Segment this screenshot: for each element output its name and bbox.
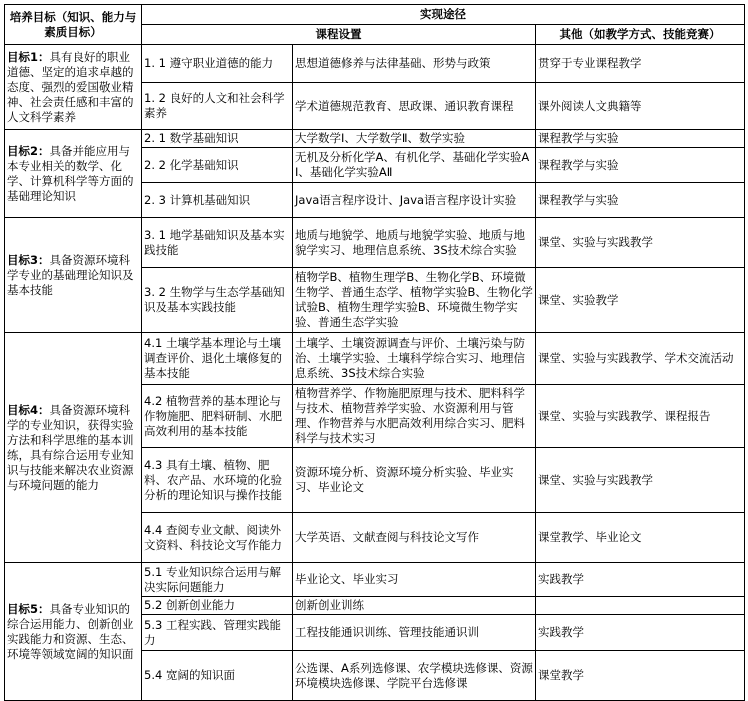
sub-goal: 5.3 工程实践、管理实践能力 xyxy=(142,615,293,651)
header-goal: 培养目标（知识、能力与素质目标） xyxy=(5,5,142,45)
sub-goal: 4.4 查阅专业文献、阅读外文资料、科技论文写作能力 xyxy=(142,513,293,563)
other-cell: 课堂、实验与实践教学、课程报告 xyxy=(536,385,745,448)
course-cell: 学术道德规范教育、思政课、通识教育课程 xyxy=(293,83,536,130)
other-cell: 课堂、实验与实践教学、学术交流活动 xyxy=(536,333,745,385)
goal-text: 具有良好的职业道德、坚定的追求卓越的态度、强烈的爱国敬业精神、社会责任感和丰富的人文科学素养 xyxy=(7,49,134,124)
sub-goal: 3. 2 生物学与生态学基础知识及基本实践技能 xyxy=(142,268,293,333)
goal-text: 具备并能应用与本专业相关的数学、化学、计算机科学等方面的基础理论知识 xyxy=(7,143,134,203)
course-cell: 植物学B、植物生理学B、生物化学B、环境微生物学、普通生态学、植物学实验B、生物化学试验B、植物生理学实验B、环境微生物学实验、普通生态学实验 xyxy=(293,268,536,333)
goal-label: 目标3： xyxy=(7,252,50,267)
goal-label: 目标5： xyxy=(7,601,50,616)
other-cell: 课堂、实验教学 xyxy=(536,268,745,333)
course-cell: 无机及分析化学A、有机化学、基础化学实验AⅠ、基础化学实验AⅡ xyxy=(293,148,536,183)
sub-goal: 2. 1 数学基础知识 xyxy=(142,130,293,148)
table-row xyxy=(5,130,745,148)
other-cell: 实践教学 xyxy=(536,563,745,597)
sub-goal: 4.2 植物营养的基本理论与作物施肥、肥料研制、水肥高效利用的基本技能 xyxy=(142,385,293,448)
sub-goal: 2. 3 计算机基础知识 xyxy=(142,183,293,218)
other-cell: 课堂、实验与实践教学 xyxy=(536,218,745,268)
sub-goal: 5.2 创新创业能力 xyxy=(142,597,293,615)
goal-text: 具备资源环境科学专业的基础理论知识及基本技能 xyxy=(7,252,134,297)
header-course: 课程设置 xyxy=(142,25,536,45)
sub-goal: 4.3 具有土壤、植物、肥料、农产品、水环境的化验分析的理论知识与操作技能 xyxy=(142,448,293,513)
course-cell: 地质与地貌学、地质与地貌学实验、地质与地貌学实习、地理信息系统、3S技术综合实验 xyxy=(293,218,536,268)
course-cell: 思想道德修养与法律基础、形势与政策 xyxy=(293,45,536,83)
goal-cell xyxy=(5,218,142,333)
table-row xyxy=(5,218,745,268)
goal-text: 具备专业知识的综合运用能力、创新创业实践能力和资源、生态、环境等领域宽阔的知识面 xyxy=(7,601,134,661)
goal-cell xyxy=(5,563,142,701)
course-cell: 创新创业训练 xyxy=(293,597,536,615)
other-cell: 课堂、实验与实践教学 xyxy=(536,448,745,513)
sub-goal: 3. 1 地学基础知识及基本实践技能 xyxy=(142,218,293,268)
header-path: 实现途径 xyxy=(142,5,745,25)
other-cell xyxy=(536,597,745,615)
goal-cell xyxy=(5,333,142,563)
other-cell: 课程教学与实验 xyxy=(536,183,745,218)
other-cell: 课堂教学、毕业论文 xyxy=(536,513,745,563)
other-cell: 课堂教学 xyxy=(536,651,745,701)
header-other: 其他（如教学方式、技能竞赛） xyxy=(536,25,745,45)
course-cell: 公选课、A系列选修课、农学模块选修课、资源环境模块选修课、学院平台选修课 xyxy=(293,651,536,701)
sub-goal: 1. 1 遵守职业道德的能力 xyxy=(142,45,293,83)
other-cell: 课程教学与实验 xyxy=(536,130,745,148)
goal-label: 目标4： xyxy=(7,402,50,417)
goal-cell xyxy=(5,45,142,130)
course-cell: 毕业论文、毕业实习 xyxy=(293,563,536,597)
other-cell: 课外阅读人文典籍等 xyxy=(536,83,745,130)
other-cell: 实践教学 xyxy=(536,615,745,651)
course-cell: 土壤学、土壤资源调查与评价、土壤污染与防治、土壤学实验、土壤科学综合实习、地理信息系统、3S技术综合实验 xyxy=(293,333,536,385)
sub-goal: 1. 2 良好的人文和社会科学素养 xyxy=(142,83,293,130)
sub-goal: 5.1 专业知识综合运用与解决实际问题能力 xyxy=(142,563,293,597)
course-cell: 大学数学Ⅰ、大学数学Ⅱ、数学实验 xyxy=(293,130,536,148)
course-cell: Java语言程序设计、Java语言程序设计实验 xyxy=(293,183,536,218)
table-row xyxy=(5,333,745,385)
sub-goal: 2. 2 化学基础知识 xyxy=(142,148,293,183)
other-cell: 课程教学与实验 xyxy=(536,148,745,183)
sub-goal: 5.4 宽阔的知识面 xyxy=(142,651,293,701)
goal-label: 目标1： xyxy=(7,49,50,64)
training-goals-table xyxy=(4,4,745,701)
course-cell: 大学英语、文献查阅与科技论文写作 xyxy=(293,513,536,563)
goal-cell xyxy=(5,130,142,218)
other-cell: 贯穿于专业课程教学 xyxy=(536,45,745,83)
sub-goal: 4.1 土壤学基本理论与土壤调查评价、退化土壤修复的基本技能 xyxy=(142,333,293,385)
goal-label: 目标2： xyxy=(7,143,50,158)
goal-text: 具备资源环境科学的专业知识，获得实验方法和科学思维的基本训练，具有综合运用专业知识与技能来解决农业资源与环境问题的能力 xyxy=(7,402,134,492)
table-row xyxy=(5,563,745,597)
course-cell: 植物营养学、作物施肥原理与技术、肥料科学与技术、植物营养学实验、水资源利用与管理、作物营养与水肥高效利用综合实习、肥料科学与技术实习 xyxy=(293,385,536,448)
table-row xyxy=(5,45,745,83)
course-cell: 资源环境分析、资源环境分析实验、毕业实习、毕业论文 xyxy=(293,448,536,513)
course-cell: 工程技能通识训练、管理技能通识训 xyxy=(293,615,536,651)
